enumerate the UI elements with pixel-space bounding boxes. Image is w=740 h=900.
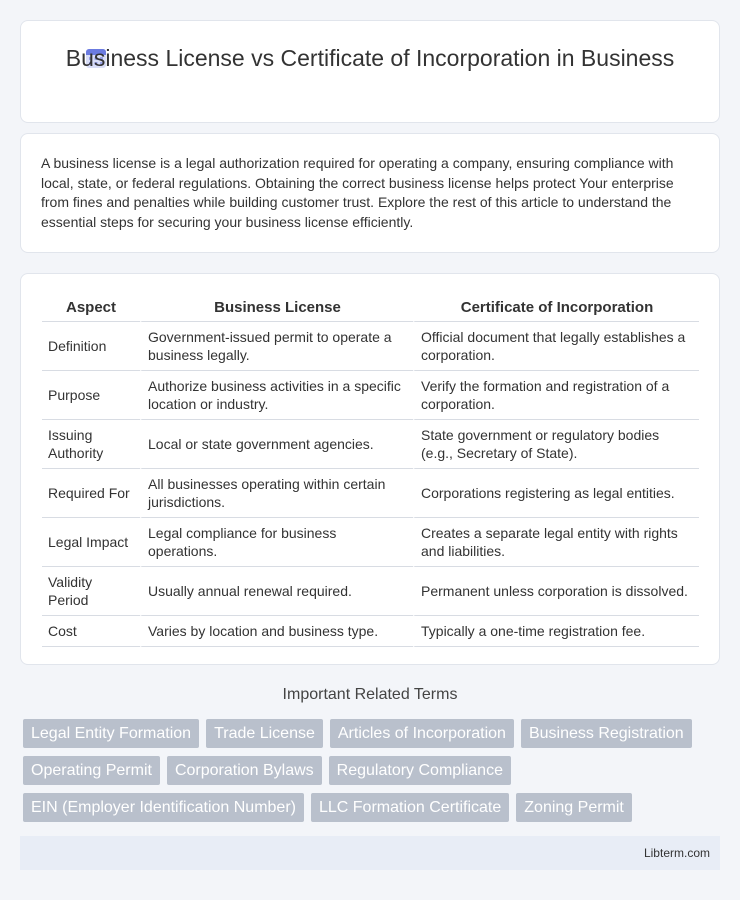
related-term-tag[interactable]: Trade License (206, 719, 323, 748)
related-term-tag[interactable]: EIN (Employer Identification Number) (23, 793, 304, 822)
table-row (42, 518, 699, 567)
intro-paragraph: A business license is a legal authorization required for operating a company, ensuring compliance with local, state, or federal regulations. Obtaining the correct business license helps protect Your enterprise from fines and penalties while building customer trust. Explore the rest of this article to understand the essential steps for securing your business license efficiently. (41, 155, 674, 230)
table-cell: Authorize business activities in a specific location or industry. (140, 371, 413, 420)
table-cell: Usually annual renewal required. (140, 567, 413, 616)
related-terms-heading: Important Related Terms (282, 686, 458, 703)
table-row (42, 420, 699, 469)
related-term-tag[interactable]: Articles of Incorporation (330, 719, 514, 748)
table-cell: Verify the formation and registration of a corporation. (413, 371, 699, 420)
related-term-tag[interactable]: Operating Permit (23, 756, 160, 785)
table-cell: Local or state government agencies. (140, 420, 413, 469)
related-term-tag[interactable]: Regulatory Compliance (329, 756, 511, 785)
table-cell: Definition (42, 322, 140, 371)
table-cell: Legal Impact (42, 518, 140, 567)
related-term-tag[interactable]: Corporation Bylaws (167, 756, 322, 785)
related-term-tag[interactable]: LLC Formation Certificate (311, 793, 509, 822)
related-terms-list (23, 719, 713, 822)
column-header: Business License (140, 294, 413, 322)
table-cell: Varies by location and business type. (140, 616, 413, 647)
table-cell: Corporations registering as legal entities. (413, 469, 699, 518)
footer (20, 836, 720, 870)
table-cell: Required For (42, 469, 140, 518)
table-cell: Cost (42, 616, 140, 647)
table-cell: Typically a one-time registration fee. (413, 616, 699, 647)
column-header: Certificate of Incorporation (413, 294, 699, 322)
table-cell: Creates a separate legal entity with rights and liabilities. (413, 518, 699, 567)
table-row (42, 371, 699, 420)
header-card (20, 20, 720, 123)
table-row (42, 469, 699, 518)
related-term-tag[interactable]: Zoning Permit (516, 793, 632, 822)
related-term-tag[interactable]: Business Registration (521, 719, 692, 748)
footer-brand-link[interactable]: Libterm.com (643, 846, 710, 860)
comparison-card (20, 273, 720, 665)
related-term-tag[interactable]: Legal Entity Formation (23, 719, 199, 748)
table-row (42, 616, 699, 647)
table-cell: Official document that legally establishes a corporation. (413, 322, 699, 371)
table-row (42, 567, 699, 616)
table-cell: Issuing Authority (42, 420, 140, 469)
table-cell: All businesses operating within certain jurisdictions. (140, 469, 413, 518)
table-row (42, 322, 699, 371)
table-cell: Government-issued permit to operate a business legally. (140, 322, 413, 371)
table-cell: Legal compliance for business operations. (140, 518, 413, 567)
table-cell: Permanent unless corporation is dissolved. (413, 567, 699, 616)
table-cell: State government or regulatory bodies (e.g., Secretary of State). (413, 420, 699, 469)
column-header: Aspect (42, 294, 140, 322)
table-cell: Validity Period (42, 567, 140, 616)
table-cell: Purpose (42, 371, 140, 420)
page-title: Business License vs Certificate of Incorporation in Business (65, 45, 675, 71)
intro-card (20, 133, 720, 253)
comparison-table (42, 294, 699, 647)
table-header-row (42, 294, 699, 322)
